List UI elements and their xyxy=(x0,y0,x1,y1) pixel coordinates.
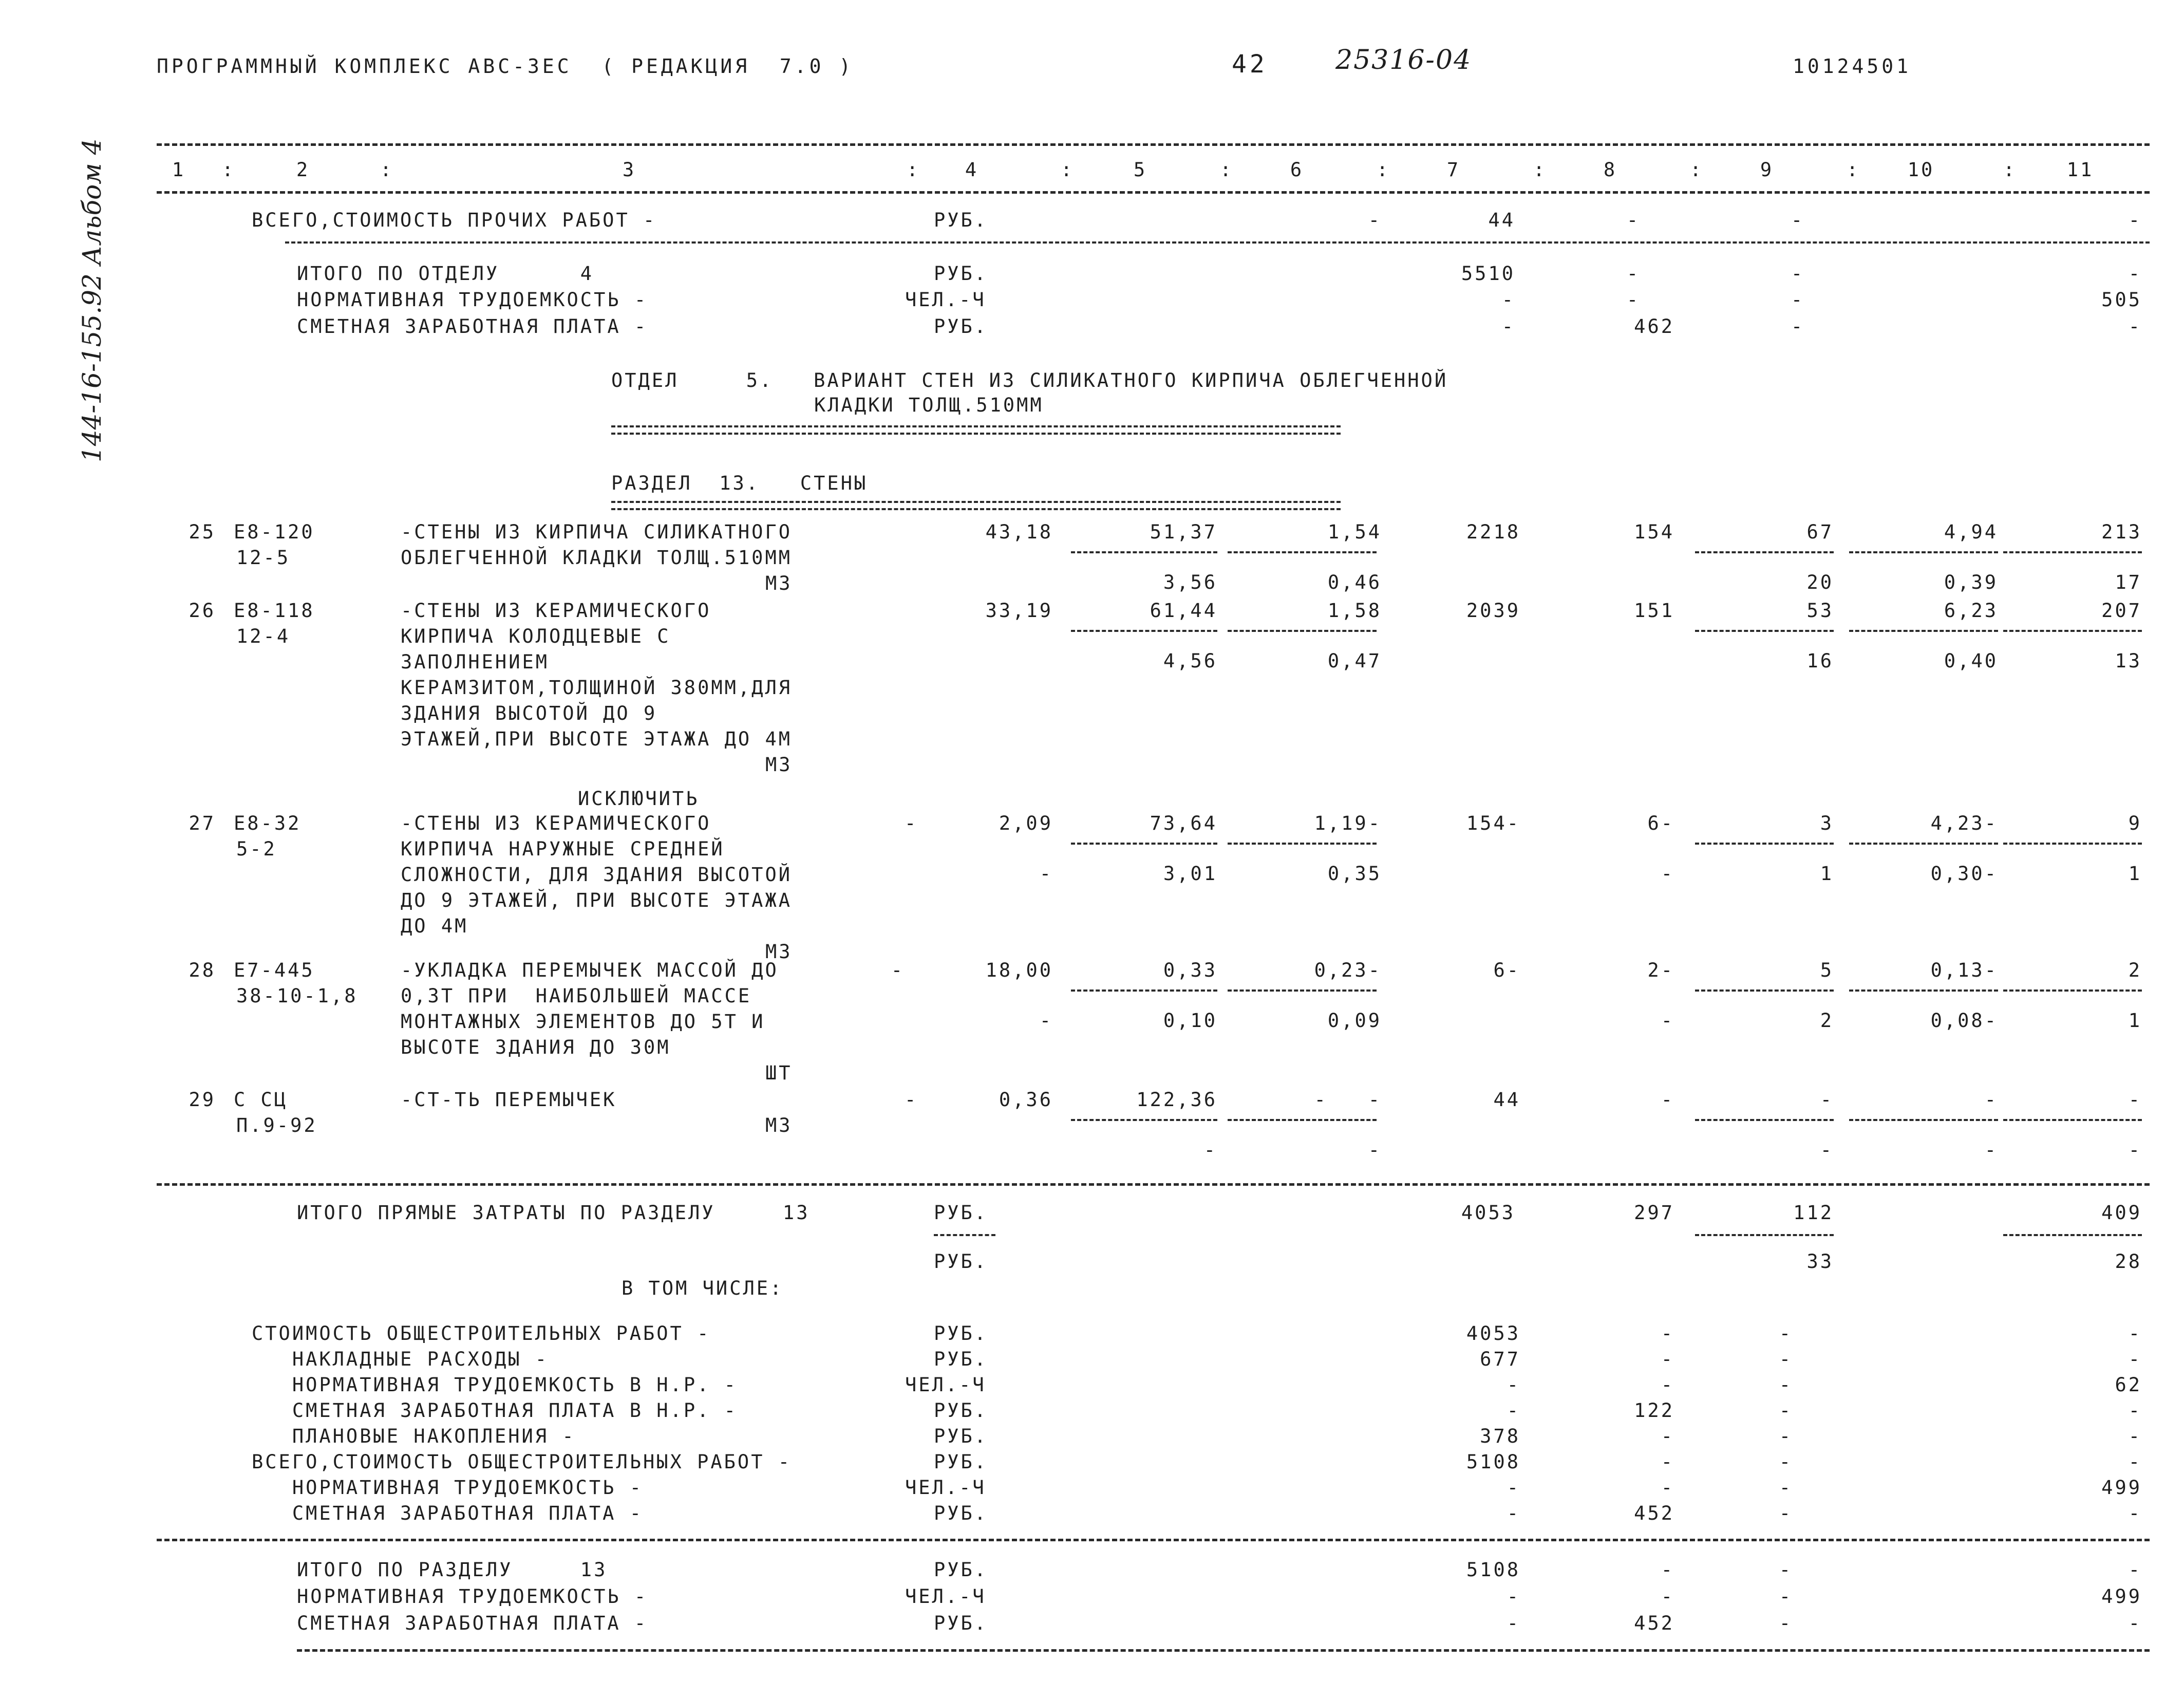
item-number: 27 xyxy=(189,812,216,834)
item-description-line: СЛОЖНОСТИ, ДЛЯ ЗДАНИЯ ВЫСОТОЙ xyxy=(401,864,793,886)
cell-c7: 4053 xyxy=(1466,1322,1520,1345)
document-id: 10124501 xyxy=(1793,55,1912,78)
cell-c8: 122 xyxy=(1634,1399,1674,1422)
cell-c8: - xyxy=(1661,1425,1674,1447)
cell-c7: 5510 xyxy=(1461,263,1515,285)
col-sep: : xyxy=(380,159,394,181)
cell-c5: 73,64 xyxy=(1150,812,1217,834)
cell-c8: - xyxy=(1661,1322,1674,1345)
cell-c8: - xyxy=(1661,863,1674,885)
cell-c6: - - xyxy=(1314,1089,1382,1111)
cell-c10: 0,40 xyxy=(1944,650,1998,672)
row-label: ВСЕГО,СТОИМОСТЬ ОБЩЕСТРОИТЕЛЬНЫХ РАБОТ - xyxy=(252,1451,792,1473)
sub-rule xyxy=(1071,843,1217,845)
cell-c6: 1,54 xyxy=(1327,521,1382,543)
row-label: СМЕТНАЯ ЗАРАБОТНАЯ ПЛАТА В Н.Р. - xyxy=(252,1399,738,1422)
row-unit: ЧЕЛ.-Ч xyxy=(905,1477,986,1499)
item-number: 29 xyxy=(189,1089,216,1111)
cell-c4: - 0,36 xyxy=(904,1089,1053,1111)
col-num-7: 7 xyxy=(1446,159,1461,181)
cell-c8: - xyxy=(1626,289,1641,311)
cell-c8: 452 xyxy=(1634,1612,1674,1634)
sub-rule xyxy=(1228,843,1377,845)
rule-header xyxy=(157,191,2150,194)
cell-c9: - xyxy=(1779,1559,1793,1581)
item-unit: М3 xyxy=(765,1114,793,1136)
cell-c7: - xyxy=(1501,289,1515,311)
sub-rule xyxy=(1849,989,1998,992)
item-description-line: ОБЛЕГЧЕННОЙ КЛАДКИ ТОЛЩ.510ММ xyxy=(401,547,793,569)
rule-breakdown-end xyxy=(157,1539,2150,1541)
item-description-line: ВЫСОТЕ ЗДАНИЯ ДО 30М xyxy=(401,1036,671,1058)
sub-rule xyxy=(1695,989,1834,992)
col-sep: : xyxy=(1533,159,1547,181)
sub-rule xyxy=(1071,989,1217,992)
cell-c11: 207 xyxy=(2101,600,2142,622)
cell-c11: 505 xyxy=(2101,289,2142,311)
sub-rule xyxy=(1849,551,1998,553)
cell-c7: 2039 xyxy=(1466,600,1520,622)
cell-c9: - xyxy=(1779,1585,1793,1608)
cell-c9: - xyxy=(1820,1139,1834,1161)
cell-c9: 1 xyxy=(1820,863,1834,885)
cell-c11: - xyxy=(2128,1502,2142,1524)
item-code: Е8-32 xyxy=(234,812,302,834)
sub-rule xyxy=(934,1234,995,1236)
row-label: ИТОГО ПО РАЗДЕЛУ 13 xyxy=(297,1559,608,1581)
cell-c10: 4,23- xyxy=(1930,812,1998,834)
col-sep: : xyxy=(907,159,920,181)
col-num-9: 9 xyxy=(1760,159,1774,181)
cell-c9: - xyxy=(1791,263,1805,285)
cell-c8: 151 xyxy=(1634,600,1674,622)
cell-c9: - xyxy=(1779,1502,1793,1524)
cell-c7: 378 xyxy=(1480,1425,1520,1447)
col-sep: : xyxy=(1061,159,1075,181)
cell-c11: 499 xyxy=(2101,1477,2142,1499)
cell-c9: 33 xyxy=(1806,1250,1834,1273)
sub-rule xyxy=(2003,1119,2142,1121)
cell-c6: 1,58 xyxy=(1327,600,1382,622)
row-unit: РУБ. xyxy=(934,1399,988,1422)
cell-c5: 51,37 xyxy=(1150,521,1217,543)
page-number: 42 xyxy=(1232,50,1268,79)
sub-rule xyxy=(1228,551,1377,553)
cell-c7: - xyxy=(1507,1612,1520,1634)
col-num-10: 10 xyxy=(1907,159,1935,181)
item-description-line: -УКЛАДКА ПЕРЕМЫЧЕК МАССОЙ ДО xyxy=(401,959,779,981)
item-description-line: -СТЕНЫ ИЗ КЕРАМИЧЕСКОГО xyxy=(401,600,711,622)
rule-final xyxy=(297,1649,2150,1652)
col-num-6: 6 xyxy=(1290,159,1304,181)
cell-c10: 4,94 xyxy=(1944,521,1998,543)
row-label: ВСЕГО,СТОИМОСТЬ ПРОЧИХ РАБОТ - xyxy=(252,209,657,231)
cell-c9: 53 xyxy=(1806,600,1834,622)
col-num-1: 1 xyxy=(172,159,186,181)
sub-rule xyxy=(2003,630,2142,632)
cell-c7: - xyxy=(1501,315,1515,338)
row-unit: РУБ. xyxy=(934,1425,988,1447)
cell-c10: 0,39 xyxy=(1944,571,1998,593)
cell-c7: - xyxy=(1507,1502,1520,1524)
cell-c7: 5108 xyxy=(1466,1559,1520,1581)
item-code-2: 5-2 xyxy=(236,838,277,860)
row-label: ИТОГО ПРЯМЫЕ ЗАТРАТЫ ПО РАЗДЕЛУ 13 xyxy=(297,1202,810,1224)
rule-top xyxy=(157,143,2150,146)
row-unit: РУБ. xyxy=(934,209,988,231)
item-exclude-note: ИСКЛЮЧИТЬ xyxy=(578,788,700,810)
col-sep: : xyxy=(1847,159,1860,181)
item-description-line: КИРПИЧА НАРУЖНЫЕ СРЕДНЕЙ xyxy=(401,838,725,860)
sub-rule xyxy=(2003,551,2142,553)
cell-c11: - xyxy=(2128,1139,2142,1161)
item-code: Е8-120 xyxy=(234,521,315,543)
cell-c6: - xyxy=(1368,1139,1382,1161)
cell-c7: - xyxy=(1507,1585,1520,1608)
cell-c9: 2 xyxy=(1820,1010,1834,1032)
cell-c8: - xyxy=(1661,1089,1674,1111)
item-description-line: ЗАПОЛНЕНИЕМ xyxy=(401,651,550,673)
cell-c4: - 2,09 xyxy=(904,812,1053,834)
program-title: ПРОГРАММНЫЙ КОМПЛЕКС АВС-3ЕС ( РЕДАКЦИЯ 7.0 ) xyxy=(157,55,854,78)
sub-rule xyxy=(1849,1119,1998,1121)
item-description-line: -СТ-ТЬ ПЕРЕМЫЧЕК xyxy=(401,1089,617,1111)
cell-c11: 28 xyxy=(2115,1250,2142,1273)
col-sep: : xyxy=(1690,159,1704,181)
cell-c8: - xyxy=(1661,1374,1674,1396)
cell-c5: 4,56 xyxy=(1163,650,1217,672)
cell-c9: - xyxy=(1791,289,1805,311)
cell-c11: - xyxy=(2128,209,2142,231)
cell-c4: - xyxy=(1039,863,1053,885)
cell-c11: - xyxy=(2128,315,2142,338)
col-num-3: 3 xyxy=(622,159,636,181)
cell-c11: - xyxy=(2128,1559,2142,1581)
sub-rule xyxy=(2003,989,2142,992)
item-code: С СЦ xyxy=(234,1089,288,1111)
cell-c9: 112 xyxy=(1793,1202,1834,1224)
item-code-2: П.9-92 xyxy=(236,1114,317,1136)
cell-c5: 0,33 xyxy=(1163,959,1217,981)
item-unit: М3 xyxy=(765,941,793,963)
item-unit: М3 xyxy=(765,754,793,776)
section-heading: РАЗДЕЛ 13. СТЕНЫ xyxy=(611,472,868,494)
item-description-line: КЕРАМЗИТОМ,ТОЛЩИНОЙ 380ММ,ДЛЯ xyxy=(401,677,793,699)
cell-c6: 0,46 xyxy=(1327,571,1382,593)
cell-c7: 154- xyxy=(1466,812,1520,834)
row-label: ИТОГО ПО ОТДЕЛУ 4 xyxy=(297,263,594,285)
sub-rule xyxy=(1228,1119,1377,1121)
sub-rule xyxy=(1695,1234,1834,1236)
sub-rule xyxy=(1849,843,1998,845)
cell-c8: 462 xyxy=(1634,315,1674,338)
row-label: НАКЛАДНЫЕ РАСХОДЫ - xyxy=(252,1348,549,1370)
cell-c5: 3,56 xyxy=(1163,571,1217,593)
cell-c9: - xyxy=(1779,1322,1793,1345)
cell-c9: - xyxy=(1779,1374,1793,1396)
sub-rule xyxy=(1228,630,1377,632)
rule-items-end xyxy=(157,1183,2150,1186)
cell-c8: 2- xyxy=(1647,959,1674,981)
sub-rule xyxy=(2003,1234,2142,1236)
cell-c5: 61,44 xyxy=(1150,600,1217,622)
cell-c10: 0,13- xyxy=(1930,959,1998,981)
col-sep: : xyxy=(222,159,236,181)
cell-c10: 0,30- xyxy=(1930,863,1998,885)
item-unit: ШТ xyxy=(765,1062,793,1084)
cell-c11: 499 xyxy=(2101,1585,2142,1608)
col-sep: : xyxy=(1377,159,1390,181)
sub-rule xyxy=(1695,1119,1834,1121)
row-label: ПЛАНОВЫЕ НАКОПЛЕНИЯ - xyxy=(252,1425,576,1447)
sub-rule xyxy=(1071,630,1217,632)
cell-c6: - xyxy=(1368,209,1382,231)
item-description-line: -СТЕНЫ ИЗ КИРПИЧА СИЛИКАТНОГО xyxy=(401,521,793,543)
cell-c10: 6,23 xyxy=(1944,600,1998,622)
cell-c8: 452 xyxy=(1634,1502,1674,1524)
section-underline xyxy=(611,501,1341,510)
cell-c9: 16 xyxy=(1806,650,1834,672)
cell-c10: 0,08- xyxy=(1930,1010,1998,1032)
cell-c11: - xyxy=(2128,1612,2142,1634)
cell-c9: - xyxy=(1779,1399,1793,1422)
sub-rule xyxy=(1695,630,1834,632)
sub-rule xyxy=(1695,551,1834,553)
cell-c8: - xyxy=(1661,1451,1674,1473)
row-unit: РУБ. xyxy=(934,1612,988,1634)
item-description-line: ДО 4М xyxy=(401,915,468,937)
row-label: НОРМАТИВНАЯ ТРУДОЕМКОСТЬ - xyxy=(297,289,648,311)
cell-c9: - xyxy=(1779,1612,1793,1634)
cell-c9: - xyxy=(1779,1477,1793,1499)
item-unit: М3 xyxy=(765,572,793,594)
item-description-line: ЗДАНИЯ ВЫСОТОЙ ДО 9 xyxy=(401,702,657,724)
cell-c8: - xyxy=(1661,1477,1674,1499)
row-label: СТОИМОСТЬ ОБЩЕСТРОИТЕЛЬНЫХ РАБОТ - xyxy=(252,1322,711,1345)
row-unit: РУБ. xyxy=(934,1348,988,1370)
col-num-4: 4 xyxy=(965,159,979,181)
cell-c11: - xyxy=(2128,1425,2142,1447)
item-description-line: КИРПИЧА КОЛОДЦЕВЫЕ С xyxy=(401,625,671,647)
item-code-2: 12-4 xyxy=(236,625,291,647)
row-label: СМЕТНАЯ ЗАРАБОТНАЯ ПЛАТА - xyxy=(252,1502,644,1524)
cell-c6: 0,23- xyxy=(1314,959,1382,981)
item-code: Е7-445 xyxy=(234,959,315,981)
cell-c11: 1 xyxy=(2128,1010,2142,1032)
cell-c8: 154 xyxy=(1634,521,1674,543)
department-heading: ОТДЕЛ 5. ВАРИАНТ СТЕН ИЗ СИЛИКАТНОГО КИРПИЧА ОБЛЕГЧЕННОЙ xyxy=(611,369,1448,391)
cell-c7: 677 xyxy=(1480,1348,1520,1370)
cell-c7: 5108 xyxy=(1466,1451,1520,1473)
cell-c4: - 18,00 xyxy=(891,959,1053,981)
cell-c9: - xyxy=(1791,209,1805,231)
cell-c9: 67 xyxy=(1806,521,1834,543)
including-label: В ТОМ ЧИСЛЕ: xyxy=(622,1277,784,1299)
sub-rule xyxy=(1849,630,1998,632)
cell-c7: 6- xyxy=(1493,959,1520,981)
cell-c5: - xyxy=(1203,1139,1217,1161)
col-num-5: 5 xyxy=(1133,159,1147,181)
cell-c7: - xyxy=(1507,1477,1520,1499)
document-code: 25316-04 xyxy=(1335,45,1472,76)
cell-c7: 4053 xyxy=(1461,1202,1515,1224)
cell-c10: - xyxy=(1984,1139,1998,1161)
sub-rule xyxy=(1228,989,1377,992)
row-unit: ЧЕЛ.-Ч xyxy=(905,289,986,311)
cell-c11: 1 xyxy=(2128,863,2142,885)
row-unit: ЧЕЛ.-Ч xyxy=(905,1374,986,1396)
item-code: Е8-118 xyxy=(234,600,315,622)
cell-c7: 44 xyxy=(1488,209,1515,231)
row-unit: РУБ. xyxy=(934,315,988,338)
cell-c7: - xyxy=(1507,1399,1520,1422)
cell-c8: - xyxy=(1661,1585,1674,1608)
cell-c7: 44 xyxy=(1493,1089,1520,1111)
row-label: НОРМАТИВНАЯ ТРУДОЕМКОСТЬ - xyxy=(297,1585,648,1608)
col-num-11: 11 xyxy=(2066,159,2094,181)
item-number: 25 xyxy=(189,521,216,543)
cell-c8: - xyxy=(1626,209,1641,231)
item-number: 28 xyxy=(189,959,216,981)
sub-rule xyxy=(2003,843,2142,845)
rule-dept4 xyxy=(285,241,2150,244)
row-label: НОРМАТИВНАЯ ТРУДОЕМКОСТЬ В Н.Р. - xyxy=(252,1374,738,1396)
cell-c9: - xyxy=(1820,1089,1834,1111)
cell-c4: 33,19 xyxy=(985,600,1053,622)
item-code-2: 38-10-1,8 xyxy=(236,985,358,1007)
cell-c9: - xyxy=(1779,1425,1793,1447)
cell-c11: - xyxy=(2128,1399,2142,1422)
cell-c5: 122,36 xyxy=(1136,1089,1217,1111)
cell-c8: - xyxy=(1661,1348,1674,1370)
cell-c6: 0,09 xyxy=(1327,1010,1382,1032)
cell-c4: 43,18 xyxy=(985,521,1053,543)
department-underline xyxy=(611,425,1341,435)
cell-c4: - xyxy=(1039,1010,1053,1032)
cell-c6: 0,47 xyxy=(1327,650,1382,672)
cell-c10: - xyxy=(1984,1089,1998,1111)
cell-c7: - xyxy=(1507,1374,1520,1396)
sub-rule xyxy=(1071,1119,1217,1121)
col-sep: : xyxy=(2003,159,2017,181)
cell-c11: - xyxy=(2128,1322,2142,1345)
cell-c8: 6- xyxy=(1647,812,1674,834)
col-num-2: 2 xyxy=(296,159,310,181)
cell-c11: - xyxy=(2128,1089,2142,1111)
item-description-line: -СТЕНЫ ИЗ КЕРАМИЧЕСКОГО xyxy=(401,812,711,834)
cell-c11: - xyxy=(2128,1348,2142,1370)
col-num-8: 8 xyxy=(1603,159,1617,181)
cell-c11: 409 xyxy=(2101,1202,2142,1224)
cell-c6: 1,19- xyxy=(1314,812,1382,834)
cell-c8: 297 xyxy=(1634,1202,1674,1224)
cell-c9: 20 xyxy=(1806,571,1834,593)
row-unit: РУБ. xyxy=(934,263,988,285)
cell-c8: - xyxy=(1626,263,1641,285)
item-description-line: 0,3Т ПРИ НАИБОЛЬШЕЙ МАССЕ xyxy=(401,985,752,1007)
department-heading-line2: КЛАДКИ ТОЛЩ.510ММ xyxy=(814,394,1044,416)
item-number: 26 xyxy=(189,600,216,622)
sub-rule xyxy=(1695,843,1834,845)
row-label: СМЕТНАЯ ЗАРАБОТНАЯ ПЛАТА - xyxy=(297,1612,648,1634)
cell-c11: - xyxy=(2128,1451,2142,1473)
sub-rule xyxy=(1071,551,1217,553)
row-unit: РУБ. xyxy=(934,1202,988,1224)
cell-c5: 3,01 xyxy=(1163,863,1217,885)
row-unit: РУБ. xyxy=(934,1322,988,1345)
cell-c8: - xyxy=(1661,1559,1674,1581)
album-side-note: 144-16-155.92 Альбом 4 xyxy=(77,138,107,462)
cell-c6: 0,35 xyxy=(1327,863,1382,885)
cell-c9: - xyxy=(1791,315,1805,338)
row-unit: РУБ. xyxy=(934,1559,988,1581)
cell-c11: 62 xyxy=(2115,1374,2142,1396)
cell-c9: 5 xyxy=(1820,959,1834,981)
cell-c9: 3 xyxy=(1820,812,1834,834)
cell-c9: - xyxy=(1779,1348,1793,1370)
cell-c9: - xyxy=(1779,1451,1793,1473)
row-unit: РУБ. xyxy=(934,1451,988,1473)
cell-c11: 17 xyxy=(2115,571,2142,593)
row-unit: РУБ. xyxy=(934,1502,988,1524)
cell-c11: 213 xyxy=(2101,521,2142,543)
cell-c11: - xyxy=(2128,263,2142,285)
item-description-line: МОНТАЖНЫХ ЭЛЕМЕНТОВ ДО 5Т И xyxy=(401,1011,765,1033)
cell-c11: 9 xyxy=(2128,812,2142,834)
row-unit: РУБ. xyxy=(934,1250,988,1273)
col-sep: : xyxy=(1220,159,1234,181)
cell-c8: - xyxy=(1661,1010,1674,1032)
cell-c5: 0,10 xyxy=(1163,1010,1217,1032)
row-label: НОРМАТИВНАЯ ТРУДОЕМКОСТЬ - xyxy=(252,1477,644,1499)
item-description-line: ЭТАЖЕЙ,ПРИ ВЫСОТЕ ЭТАЖА ДО 4М xyxy=(401,728,793,750)
item-code-2: 12-5 xyxy=(236,547,291,569)
cell-c7: 2218 xyxy=(1466,521,1520,543)
cell-c11: 2 xyxy=(2128,959,2142,981)
row-label: СМЕТНАЯ ЗАРАБОТНАЯ ПЛАТА - xyxy=(297,315,648,338)
item-description-line: ДО 9 ЭТАЖЕЙ, ПРИ ВЫСОТЕ ЭТАЖА xyxy=(401,889,793,911)
cell-c11: 13 xyxy=(2115,650,2142,672)
row-unit: ЧЕЛ.-Ч xyxy=(905,1585,986,1608)
